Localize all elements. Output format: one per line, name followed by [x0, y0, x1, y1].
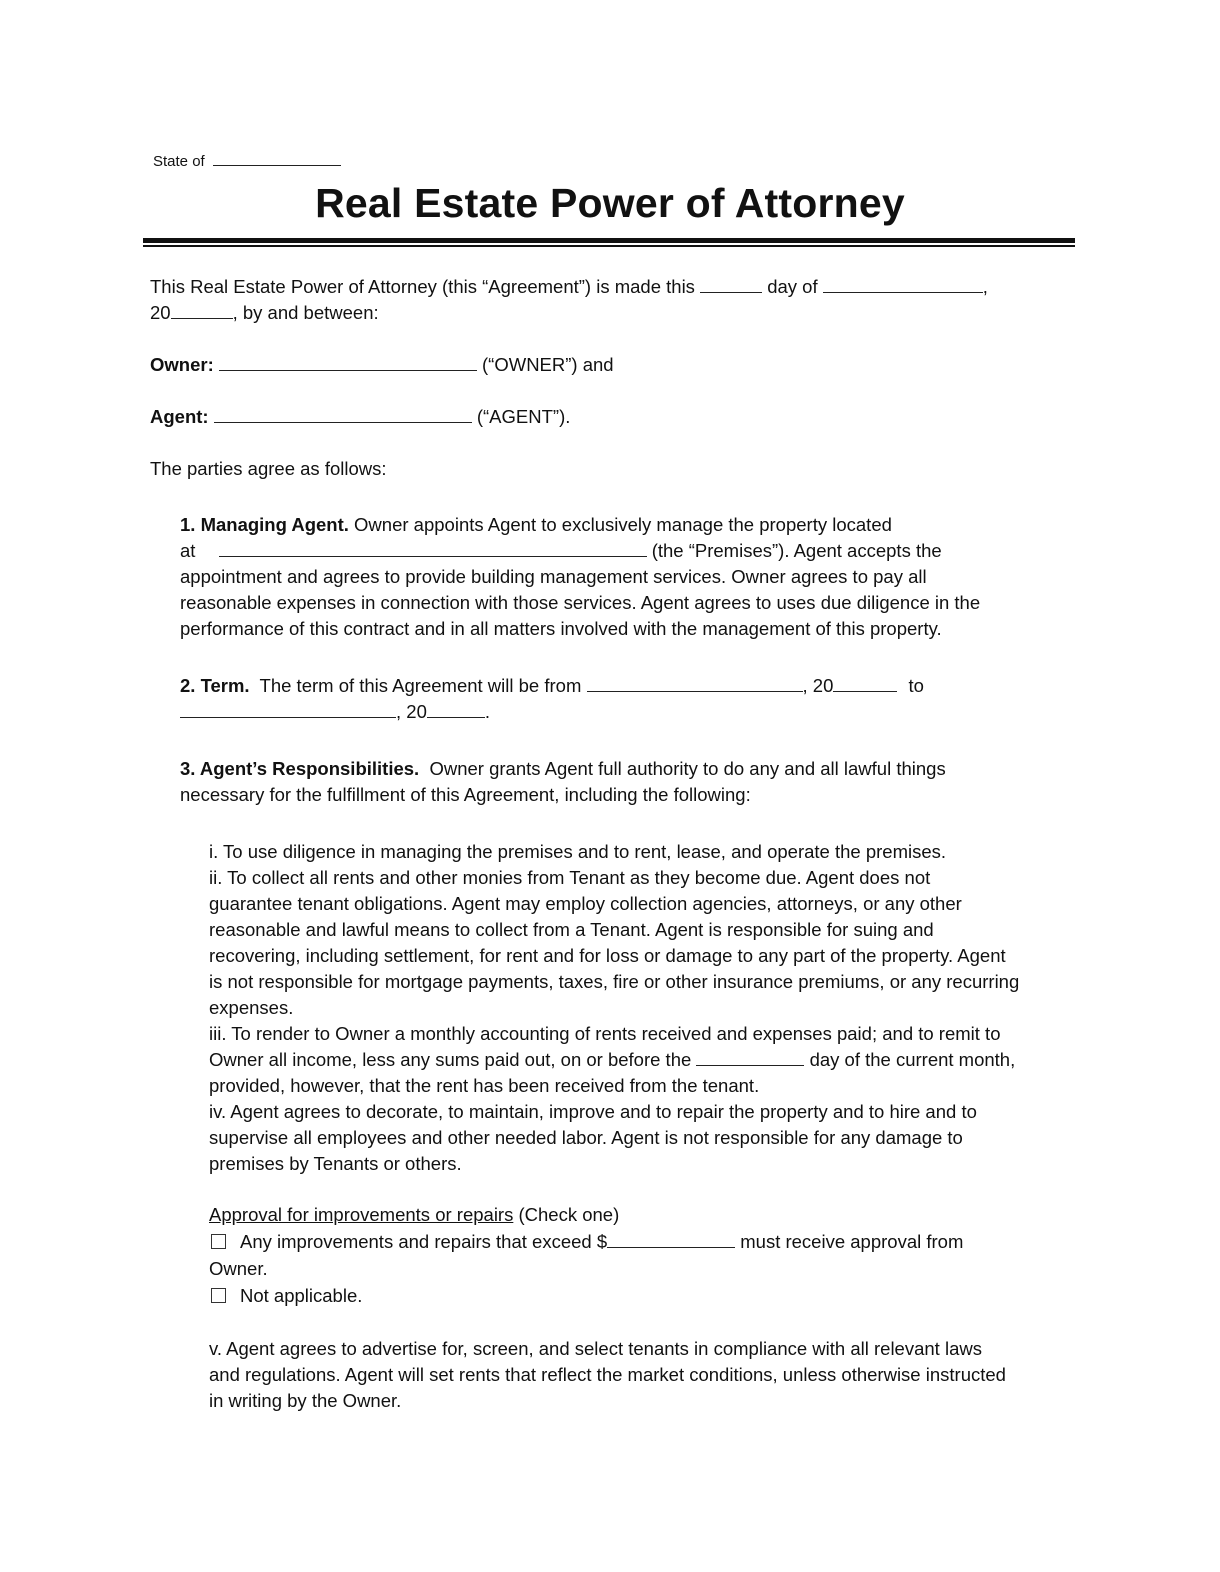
section3-text: Owner grants Agent full authority to do any and all lawful things — [429, 758, 946, 779]
item-iii-line-1: iii. To render to Owner a monthly accounting of rents received and expenses paid; and to remit to — [209, 1023, 1001, 1044]
section2-to: to — [908, 675, 924, 696]
section1-line-2 — [180, 538, 942, 564]
agent-label: Agent: — [150, 406, 209, 427]
section1-line-3: appointment and agrees to provide building management services. Owner agrees to pay all — [180, 566, 927, 587]
intro-comma: , — [982, 276, 988, 297]
item-iv-line-3: premises by Tenants or others. — [209, 1153, 462, 1174]
month-blank[interactable] — [823, 275, 983, 293]
intro-line-1 — [150, 274, 988, 300]
item-ii-line-6: expenses. — [209, 997, 294, 1018]
amount-blank[interactable] — [607, 1230, 735, 1248]
item-ii-line-3: reasonable and lawful means to collect from a Tenant. Agent is responsible for suing and — [209, 919, 934, 940]
section2-year-prefix: , 20 — [802, 675, 834, 696]
item-ii-line-4: recovering, including settlement, for rent and for loss or damage to any part of the property. Agent — [209, 945, 1006, 966]
section1-line-4: reasonable expenses in connection with those services. Agent agrees to uses due diligence in the — [180, 592, 981, 613]
premises-address-blank[interactable] — [219, 539, 647, 557]
item-v-line-2: and regulations. Agent will set rents that reflect the market conditions, unless otherwise instructed — [209, 1364, 1006, 1385]
approval-option-2 — [211, 1283, 362, 1309]
section2-line-2 — [180, 699, 490, 725]
state-blank[interactable] — [213, 152, 341, 166]
section2-heading: 2. Term. — [180, 675, 250, 696]
agent-name-blank[interactable] — [214, 405, 472, 423]
item-ii-line-2: guarantee tenant obligations. Agent may employ collection agencies, attorneys, or any other — [209, 893, 962, 914]
term-end-year-blank[interactable] — [427, 700, 485, 718]
item-v-line-3: in writing by the Owner. — [209, 1390, 402, 1411]
approval-option-1-cont: Owner. — [209, 1258, 268, 1279]
item-iv-line-2: supervise all employees and other needed labor. Agent is not responsible for any damage to — [209, 1127, 963, 1148]
section1-line-1 — [180, 512, 892, 538]
item-iii-line-2 — [209, 1047, 1015, 1073]
term-start-blank[interactable] — [587, 674, 803, 692]
item-ii-line-1: ii. To collect all rents and other monies from Tenant as they become due. Agent does not — [209, 867, 931, 888]
section1-premises: (the “Premises”). Agent accepts the — [651, 540, 942, 561]
agent-suffix: (“AGENT”). — [476, 406, 571, 427]
approval-option-1 — [211, 1229, 963, 1255]
section3-line-1 — [180, 756, 946, 782]
approval-note: (Check one) — [518, 1204, 620, 1225]
approval-heading: Approval for improvements or repairs — [209, 1204, 514, 1225]
approval-option-2-text: Not applicable. — [240, 1285, 363, 1306]
section1-text: Owner appoints Agent to exclusively manage the property located — [354, 514, 892, 535]
approval-option-1-text: Any improvements and repairs that exceed $ — [240, 1231, 608, 1252]
checkbox-exceed[interactable] — [211, 1234, 226, 1249]
intro-line-2 — [150, 300, 379, 326]
intro-year-prefix: 20 — [150, 302, 171, 323]
intro-text-day-of: day of — [767, 276, 818, 297]
day-blank[interactable] — [700, 275, 762, 293]
owner-line — [150, 352, 614, 378]
item-v-line-1: v. Agent agrees to advertise for, screen, and select tenants in compliance with all relevant laws — [209, 1338, 982, 1359]
section2-line-1 — [180, 673, 924, 699]
owner-suffix: (“OWNER”) and — [482, 354, 614, 375]
intro-between: , by and between: — [232, 302, 379, 323]
checkbox-not-applicable[interactable] — [211, 1288, 226, 1303]
section2-year-prefix-2: , 20 — [396, 701, 427, 722]
agent-line — [150, 404, 570, 430]
title-rule-thick — [143, 238, 1075, 243]
item-i: i. To use diligence in managing the premises and to rent, lease, and operate the premises. — [209, 841, 947, 862]
item-ii-line-5: is not responsible for mortgage payments, taxes, fire or other insurance premiums, or any recurring — [209, 971, 1020, 992]
owner-name-blank[interactable] — [219, 353, 477, 371]
section3-heading: 3. Agent’s Responsibilities. — [180, 758, 420, 779]
item-iii-text: Owner all income, less any sums paid out, on or before the — [209, 1049, 692, 1070]
page-title: Real Estate Power of Attorney — [315, 180, 905, 226]
section3-line-2: necessary for the fulfillment of this Agreement, including the following: — [180, 784, 751, 805]
section1-line-5: performance of this contract and in all matters involved with the management of this property. — [180, 618, 942, 639]
term-end-blank[interactable] — [180, 700, 396, 718]
state-label: State of — [153, 153, 205, 170]
term-start-year-blank[interactable] — [833, 674, 897, 692]
section1-heading: 1. Managing Agent. — [180, 514, 349, 535]
section2-text: The term of this Agreement will be from — [259, 675, 582, 696]
parties-agree: The parties agree as follows: — [150, 458, 387, 479]
item-iii-text-2: day of the current month, — [809, 1049, 1016, 1070]
section1-at: at — [180, 540, 196, 561]
intro-text: This Real Estate Power of Attorney (this “Agreement”) is made this — [150, 276, 695, 297]
item-iii-line-3: provided, however, that the rent has been received from the tenant. — [209, 1075, 760, 1096]
year-blank[interactable] — [171, 301, 233, 319]
remit-day-blank[interactable] — [696, 1048, 804, 1066]
approval-option-1-text-2: must receive approval from — [740, 1231, 964, 1252]
approval-heading-line — [209, 1202, 619, 1228]
item-iv-line-1: iv. Agent agrees to decorate, to maintain, improve and to repair the property and to hire and to — [209, 1101, 977, 1122]
owner-label: Owner: — [150, 354, 214, 375]
state-line — [153, 152, 341, 170]
title-rule-thin — [143, 245, 1075, 247]
section2-period: . — [484, 701, 490, 722]
